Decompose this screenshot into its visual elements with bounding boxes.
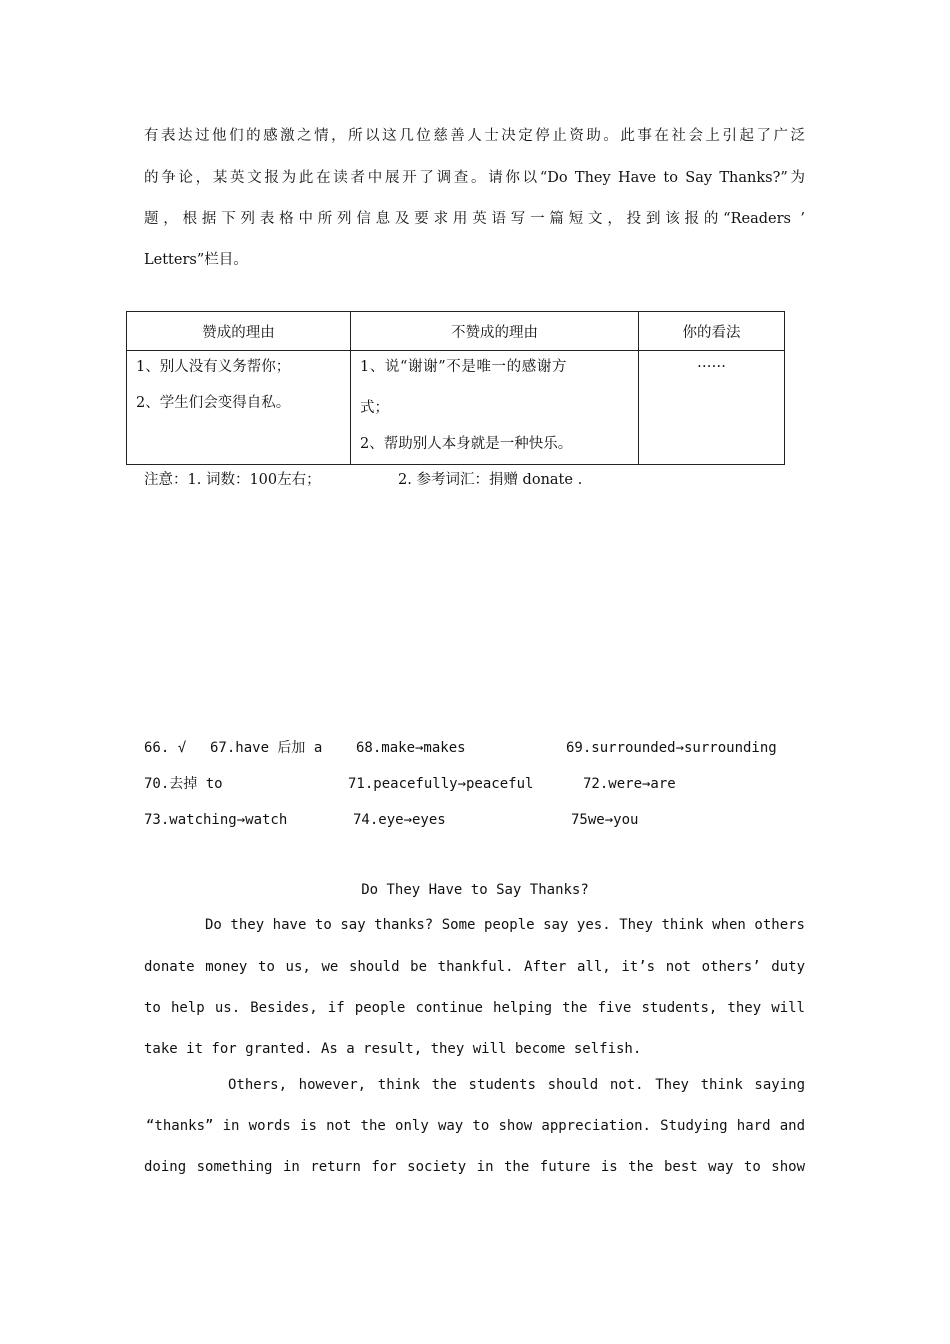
essay-p1-line-3: to help us. Besides, if people continue helping the five students, they will bbox=[144, 1000, 805, 1016]
header-con: 不赞成的理由 bbox=[351, 312, 639, 351]
pro-reason-2: 2、学生们会变得自私。 bbox=[136, 395, 291, 411]
opinion-cell bbox=[639, 351, 785, 465]
intro-line-4: Letters”栏目。 bbox=[144, 252, 248, 268]
essay-title: Do They Have to Say Thanks? bbox=[361, 882, 589, 898]
answer-70: 70.去掉 to bbox=[144, 776, 223, 792]
table-header-row bbox=[127, 312, 785, 351]
pro-reason-1: 1、别人没有义务帮你； bbox=[136, 359, 291, 375]
pro-reasons-cell bbox=[127, 351, 351, 465]
con-reasons-cell bbox=[351, 351, 639, 465]
essay-p2-line-3: doing something in return for society in the future is the best way to show bbox=[144, 1159, 805, 1175]
header-pro: 赞成的理由 bbox=[127, 312, 351, 351]
note-vocab: 2. 参考词汇：捐赠 donate . bbox=[398, 472, 583, 488]
table-body-row bbox=[127, 351, 785, 465]
reasons-table bbox=[126, 311, 785, 465]
answer-74: 74.eye→eyes bbox=[353, 812, 446, 828]
answer-69: 69.surrounded→surrounding bbox=[566, 740, 777, 756]
con-reason-2: 2、帮助别人本身就是一种快乐。 bbox=[360, 436, 573, 452]
con-reason-1-cont: 式； bbox=[360, 400, 389, 416]
essay-p2-line-2: “thanks” in words is not the only way to show appreciation. Studying hard and bbox=[146, 1118, 805, 1134]
answer-67: 67.have 后加 a bbox=[210, 740, 323, 756]
intro-line-2: 的争论，某英文报为此在读者中展开了调查。请你以“Do They Have to Say Thanks?”为 bbox=[144, 170, 805, 186]
answer-73: 73.watching→watch bbox=[144, 812, 288, 828]
answer-75: 75we→you bbox=[571, 812, 639, 828]
opinion-ellipsis: …… bbox=[697, 355, 726, 371]
answer-72: 72.were→are bbox=[583, 776, 676, 792]
note-word-count: 注意：1. 词数：100左右； bbox=[144, 472, 321, 488]
intro-line-1: 有表达过他们的感激之情，所以这几位慈善人士决定停止资助。此事在社会上引起了广泛 bbox=[144, 128, 805, 144]
essay-p2-line-1: Others, however, think the students should not. They think saying bbox=[228, 1077, 805, 1093]
essay-p1-line-2: donate money to us, we should be thankful. After all, it’s not others’ duty bbox=[144, 959, 805, 975]
answer-68: 68.make→makes bbox=[356, 740, 466, 756]
intro-line-3: 题，根据下列表格中所列信息及要求用英语写一篇短文，投到该报的“Readers ’ bbox=[144, 211, 805, 227]
essay-p1-line-4: take it for granted. As a result, they will become selfish. bbox=[144, 1041, 642, 1057]
con-reason-1: 1、说“谢谢”不是唯一的感谢方 bbox=[360, 359, 568, 375]
answer-71: 71.peacefully→peaceful bbox=[348, 776, 534, 792]
header-opinion: 你的看法 bbox=[639, 312, 785, 351]
answer-66: 66. √ bbox=[144, 740, 187, 756]
essay-p1-line-1: Do they have to say thanks? Some people say yes. They think when others bbox=[205, 917, 805, 933]
